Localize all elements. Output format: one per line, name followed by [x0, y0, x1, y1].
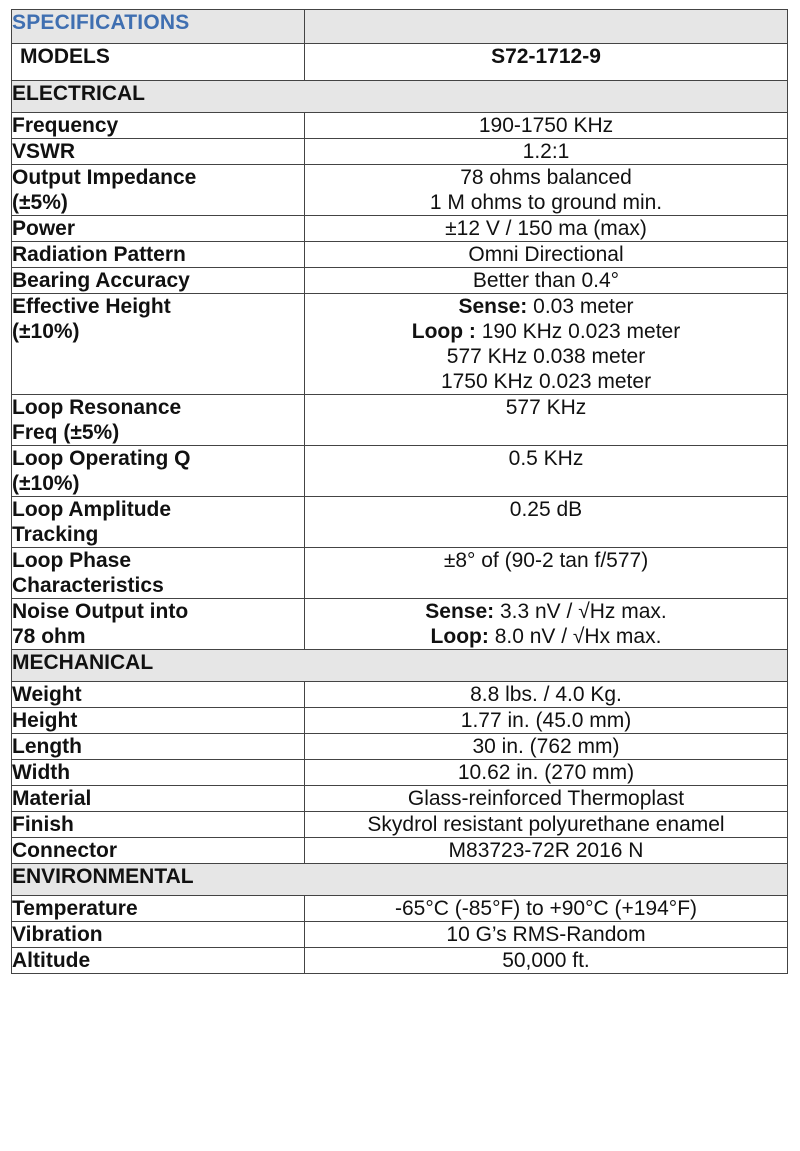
spec-label-line: Freq (±5%)	[12, 421, 120, 444]
spec-value-line: 1 M ohms to ground min.	[429, 191, 663, 214]
spec-row	[12, 294, 788, 395]
spec-label-line: Bearing Accuracy	[12, 269, 190, 292]
spec-value-line: Glass-reinforced Thermoplast	[407, 787, 685, 810]
spec-value	[305, 216, 788, 242]
spec-label-line: Length	[12, 735, 82, 758]
spec-label-line: Effective Height	[12, 295, 171, 318]
spec-label-line: Material	[12, 787, 92, 810]
section-header-environmental: ENVIRONMENTAL	[12, 864, 788, 896]
spec-row	[12, 734, 788, 760]
spec-value	[305, 734, 788, 760]
spec-label	[12, 268, 305, 294]
spec-value-line: 0.5 KHz	[508, 447, 584, 470]
specifications-table-body	[12, 10, 788, 974]
spec-value-line: 1750 KHz 0.023 meter	[440, 370, 652, 393]
spec-label	[12, 395, 305, 446]
spec-value-line: ±12 V / 150 ma (max)	[445, 217, 647, 240]
spec-value-line: Loop: 8.0 nV / √Hx max.	[430, 625, 662, 648]
section-row-environmental	[12, 864, 788, 896]
spec-label-line: Loop Resonance	[12, 396, 182, 419]
spec-value-line: 78 ohms balanced	[460, 166, 632, 189]
spec-value	[305, 268, 788, 294]
spec-value	[305, 165, 788, 216]
models-label: MODELS	[12, 44, 305, 81]
spec-value-line: 30 in. (762 mm)	[472, 735, 620, 758]
spec-value-line: Sense: 3.3 nV / √Hz max.	[425, 600, 667, 623]
spec-label-line: (±5%)	[12, 191, 68, 214]
spec-label-line: Weight	[12, 683, 82, 706]
spec-label-line: Tracking	[12, 523, 99, 546]
section-header-mechanical: MECHANICAL	[12, 650, 788, 682]
spec-value-line: -65°C (-85°F) to +90°C (+194°F)	[394, 897, 698, 920]
models-row	[12, 44, 788, 81]
spec-value	[305, 446, 788, 497]
spec-label-line: Loop Operating Q	[12, 447, 191, 470]
spec-label	[12, 139, 305, 165]
spec-label-line: Loop Phase	[12, 549, 132, 572]
spec-label	[12, 165, 305, 216]
spec-label-line: (±10%)	[12, 320, 80, 343]
spec-value-line: Omni Directional	[468, 243, 624, 266]
spec-value	[305, 812, 788, 838]
spec-label-line: Noise Output into	[12, 600, 189, 623]
spec-value-line: 1.2:1	[522, 140, 570, 163]
spec-label-line: Characteristics	[12, 574, 164, 597]
spec-row	[12, 395, 788, 446]
spec-row	[12, 948, 788, 974]
spec-value-key: Sense:	[425, 600, 495, 623]
spec-label-line: Altitude	[12, 949, 91, 972]
section-row-electrical	[12, 81, 788, 113]
spec-value	[305, 113, 788, 139]
spec-label	[12, 599, 305, 650]
spec-value-line: 190-1750 KHz	[478, 114, 614, 137]
spec-value-line: Loop : 190 KHz 0.023 meter	[411, 320, 681, 343]
spec-value	[305, 682, 788, 708]
spec-value-line: M83723-72R 2016 N	[448, 839, 644, 862]
spec-label-line: (±10%)	[12, 472, 80, 495]
spec-value	[305, 896, 788, 922]
spec-label-line: Radiation Pattern	[12, 243, 186, 266]
spec-value-line: Better than 0.4°	[472, 269, 620, 292]
spec-label-line: Power	[12, 217, 76, 240]
spec-value-line: 10 G’s RMS-Random	[446, 923, 646, 946]
spec-row	[12, 922, 788, 948]
spec-label-line: Finish	[12, 813, 74, 836]
spec-value-line: Sense: 0.03 meter	[458, 295, 634, 318]
spec-row	[12, 548, 788, 599]
title-row	[12, 10, 788, 44]
spec-row	[12, 268, 788, 294]
spec-label	[12, 838, 305, 864]
spec-value	[305, 948, 788, 974]
spec-label	[12, 734, 305, 760]
spec-label	[12, 446, 305, 497]
spec-label	[12, 948, 305, 974]
spec-row	[12, 708, 788, 734]
spec-value-line: Skydrol resistant polyurethane enamel	[367, 813, 725, 836]
spec-label-line: Height	[12, 709, 78, 732]
section-header-electrical: ELECTRICAL	[12, 81, 788, 113]
spec-label	[12, 294, 305, 395]
spec-row	[12, 682, 788, 708]
spec-label-line: Width	[12, 761, 71, 784]
spec-row	[12, 812, 788, 838]
spec-row	[12, 139, 788, 165]
spec-value-line: 1.77 in. (45.0 mm)	[460, 709, 632, 732]
spec-row	[12, 599, 788, 650]
spec-label	[12, 216, 305, 242]
spec-value-key: Loop:	[430, 625, 489, 648]
spec-label	[12, 896, 305, 922]
spec-value-line: 50,000 ft.	[502, 949, 590, 972]
spec-label-line: Vibration	[12, 923, 103, 946]
spec-value	[305, 760, 788, 786]
spec-row	[12, 113, 788, 139]
spec-label-line: VSWR	[12, 140, 75, 163]
spec-label	[12, 497, 305, 548]
spec-value	[305, 294, 788, 395]
spec-value	[305, 922, 788, 948]
spec-label-line: 78 ohm	[12, 625, 86, 648]
spec-label	[12, 242, 305, 268]
spec-row	[12, 896, 788, 922]
spec-row	[12, 497, 788, 548]
spec-value	[305, 395, 788, 446]
specifications-title: SPECIFICATIONS	[12, 10, 305, 44]
spec-label	[12, 113, 305, 139]
spec-value	[305, 139, 788, 165]
spec-value-line: 577 KHz	[505, 396, 587, 419]
spec-value	[305, 838, 788, 864]
spec-value	[305, 548, 788, 599]
spec-value	[305, 599, 788, 650]
spec-row	[12, 165, 788, 216]
spec-label-line: Temperature	[12, 897, 138, 920]
spec-row	[12, 838, 788, 864]
spec-row	[12, 786, 788, 812]
spec-value-line: 8.8 lbs. / 4.0 Kg.	[470, 683, 622, 706]
spec-row	[12, 760, 788, 786]
spec-row	[12, 446, 788, 497]
spec-value	[305, 242, 788, 268]
spec-label-line: Loop Amplitude	[12, 498, 172, 521]
spec-label	[12, 922, 305, 948]
spec-label	[12, 548, 305, 599]
spec-label	[12, 812, 305, 838]
spec-row	[12, 242, 788, 268]
spec-value	[305, 786, 788, 812]
spec-label-line: Frequency	[12, 114, 119, 137]
spec-label	[12, 682, 305, 708]
spec-value-line: ±8° of (90-2 tan f/577)	[443, 549, 649, 572]
specifications-table	[11, 9, 788, 974]
spec-label	[12, 708, 305, 734]
spec-value-line: 0.25 dB	[509, 498, 583, 521]
section-row-mechanical	[12, 650, 788, 682]
spec-value-key: Sense:	[458, 295, 528, 318]
spec-label-line: Output Impedance	[12, 166, 197, 189]
spec-label	[12, 760, 305, 786]
spec-label-line: Connector	[12, 839, 117, 862]
title-row-empty-cell	[305, 10, 788, 44]
spec-value-line: 577 KHz 0.038 meter	[446, 345, 646, 368]
spec-value	[305, 497, 788, 548]
spec-row	[12, 216, 788, 242]
spec-value-key: Loop :	[411, 320, 476, 343]
spec-value	[305, 708, 788, 734]
spec-value-line: 10.62 in. (270 mm)	[457, 761, 635, 784]
spec-label	[12, 786, 305, 812]
models-value: S72-1712-9	[305, 44, 788, 81]
